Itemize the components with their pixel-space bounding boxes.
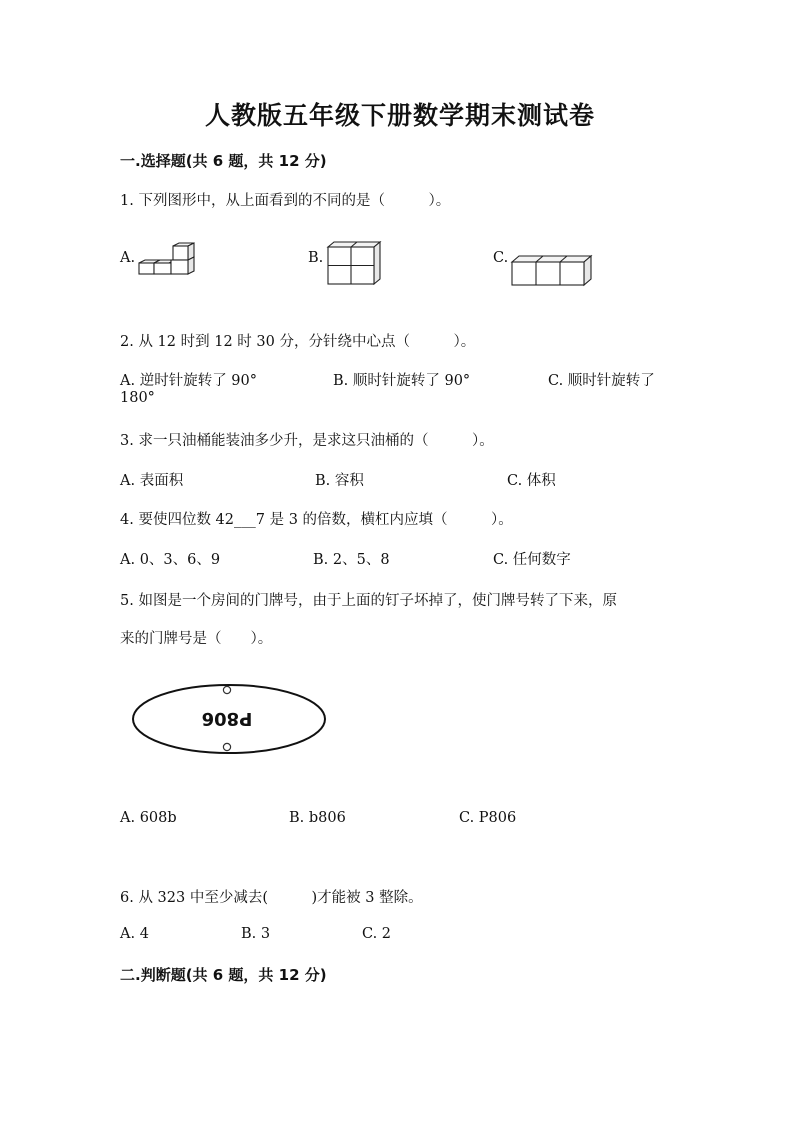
question-2-text: 2. 从 12 时到 12 时 30 分，分针绕中心点（ ）。: [120, 334, 476, 350]
question-2-option-a[interactable]: A. 逆时针旋转了 90°: [120, 373, 257, 389]
question-5-option-b[interactable]: B. b806: [289, 810, 346, 826]
question-5-option-c[interactable]: C. P806: [459, 810, 517, 826]
cube-figure-b: [325, 241, 385, 287]
question-4-option-a[interactable]: A. 0、3、6、9: [120, 552, 221, 568]
question-2-option-c[interactable]: C. 顺时针旋转了: [548, 373, 655, 389]
question-4-option-b[interactable]: B. 2、5、8: [313, 552, 390, 568]
question-2-option-c-wrap: 180°: [120, 390, 155, 406]
question-5-text: 5. 如图是一个房间的门牌号，由于上面的钉子坏掉了，使门牌号转了下来，原: [120, 593, 617, 609]
question-1-option-b[interactable]: B.: [308, 250, 324, 266]
question-6-option-a[interactable]: A. 4: [120, 926, 149, 942]
question-3-option-b[interactable]: B. 容积: [315, 473, 364, 489]
question-5-option-a[interactable]: A. 608b: [120, 810, 177, 826]
section-heading-judgment: 二.判断题(共 6 题，共 12 分): [120, 966, 327, 984]
question-3-option-a[interactable]: A. 表面积: [120, 473, 184, 489]
question-2-option-b[interactable]: B. 顺时针旋转了 90°: [333, 373, 471, 389]
question-1-option-a[interactable]: A.: [120, 250, 136, 266]
cube-figure-c: [509, 254, 595, 288]
question-5-text-cont: 来的门牌号是（ ）。: [120, 631, 273, 647]
question-6-option-c[interactable]: C. 2: [362, 926, 392, 942]
question-4-text: 4. 要使四位数 42___7 是 3 的倍数，横杠内应填（ ）。: [120, 512, 513, 528]
question-1-option-c[interactable]: C.: [493, 250, 509, 266]
door-plate-number: P806: [201, 708, 253, 729]
cube-figure-a: [137, 243, 197, 287]
question-3-option-c[interactable]: C. 体积: [507, 473, 556, 489]
page-title: 人教版五年级下册数学期末测试卷: [204, 101, 595, 130]
door-plate-figure: [132, 683, 332, 759]
question-6-option-b[interactable]: B. 3: [241, 926, 271, 942]
question-6-text: 6. 从 323 中至少减去( )才能被 3 整除。: [120, 890, 423, 906]
section-heading-choice: 一.选择题(共 6 题，共 12 分): [120, 152, 327, 170]
question-1-text: 1. 下列图形中，从上面看到的不同的是（ ）。: [120, 193, 451, 209]
question-4-option-c[interactable]: C. 任何数字: [493, 552, 571, 568]
question-3-text: 3. 求一只油桶能装油多少升，是求这只油桶的（ ）。: [120, 433, 494, 449]
